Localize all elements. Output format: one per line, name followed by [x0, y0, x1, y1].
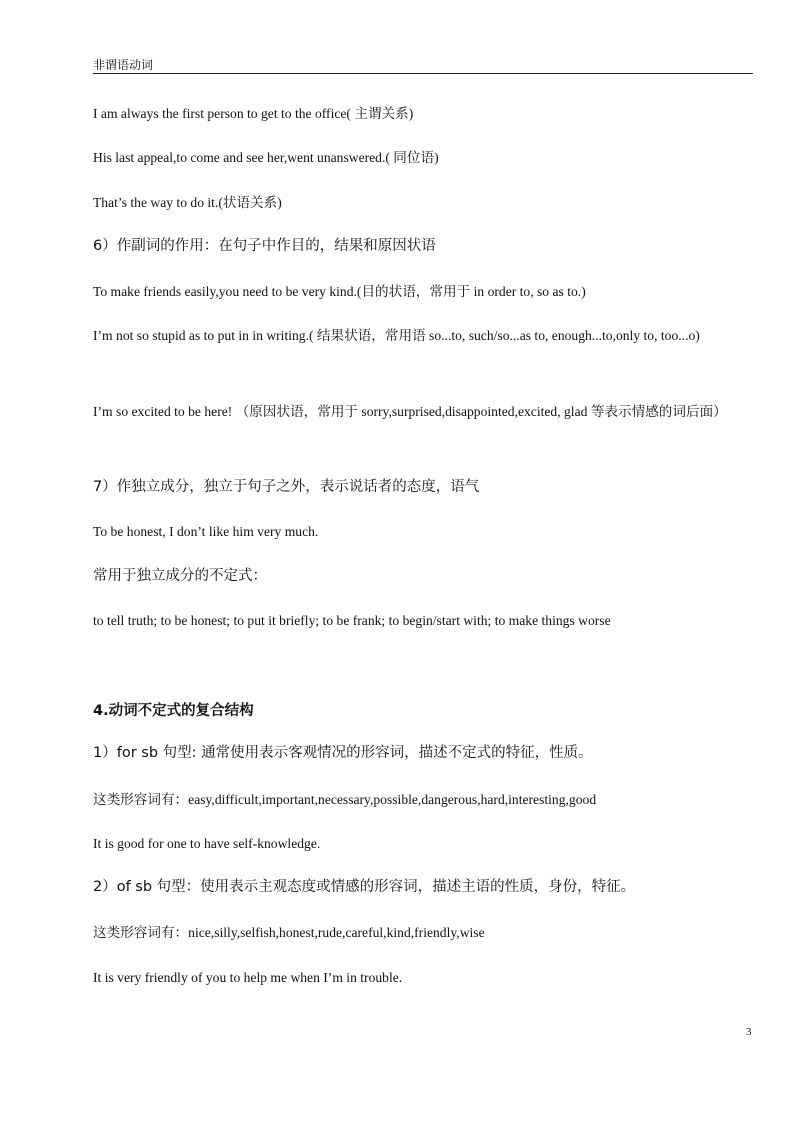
rule-heading-6: 6）作副词的作用：在句子中作目的，结果和原因状语 [93, 238, 436, 254]
example-sentence-8: It is good for one to have self-knowledge. [93, 836, 321, 851]
example-sentence-4: To make friends easily,you need to be very kind.(目的状语，常用于 in order to, so as to.) [93, 284, 586, 299]
adjective-list-1: 这类形容词有：easy,difficult,important,necessary,possible,dangerous,hard,interesting,good [93, 792, 597, 807]
rule-heading-of-sb: 2）of sb 句型：使用表示主观态度或情感的形容词，描述主语的性质，身份，特征。 [93, 879, 636, 895]
section-heading-4: 4.动词不定式的复合结构 [93, 703, 254, 719]
example-sentence-7: To be honest, I don’t like him very much. [93, 524, 319, 539]
adjective-list-2: 这类形容词有：nice,silly,selfish,honest,rude,careful,kind,friendly,wise [93, 925, 485, 940]
example-sentence-1: I am always the first person to get to the office( 主谓关系) [93, 106, 414, 121]
list-intro: 常用于独立成分的不定式： [93, 568, 267, 584]
phrase-list: to tell truth; to be honest; to put it briefly; to be frank; to begin/start with; to make things worse [93, 613, 611, 628]
example-sentence-3: That’s the way to do it.(状语关系) [93, 195, 282, 210]
page-number: 3 [746, 1026, 752, 1038]
example-sentence-6: I’m so excited to be here! （原因状语，常用于 sorry,surprised,disappointed,excited, glad 等表示情感的词后面） [93, 404, 727, 419]
example-sentence-2: His last appeal,to come and see her,went unanswered.( 同位语) [93, 150, 439, 165]
rule-heading-for-sb: 1）for sb 句型: 通常使用表示客观情况的形容词，描述不定式的特征，性质。 [93, 745, 593, 761]
rule-heading-7: 7）作独立成分，独立于句子之外，表示说话者的态度，语气 [93, 479, 480, 495]
running-header: 非谓语动词 [93, 58, 753, 74]
example-sentence-9: It is very friendly of you to help me when I’m in trouble. [93, 970, 403, 985]
example-sentence-5: I’m not so stupid as to put in in writing.( 结果状语，常用语 so...to, such/so...as to, enough...to,only to, too...o) [93, 328, 700, 343]
